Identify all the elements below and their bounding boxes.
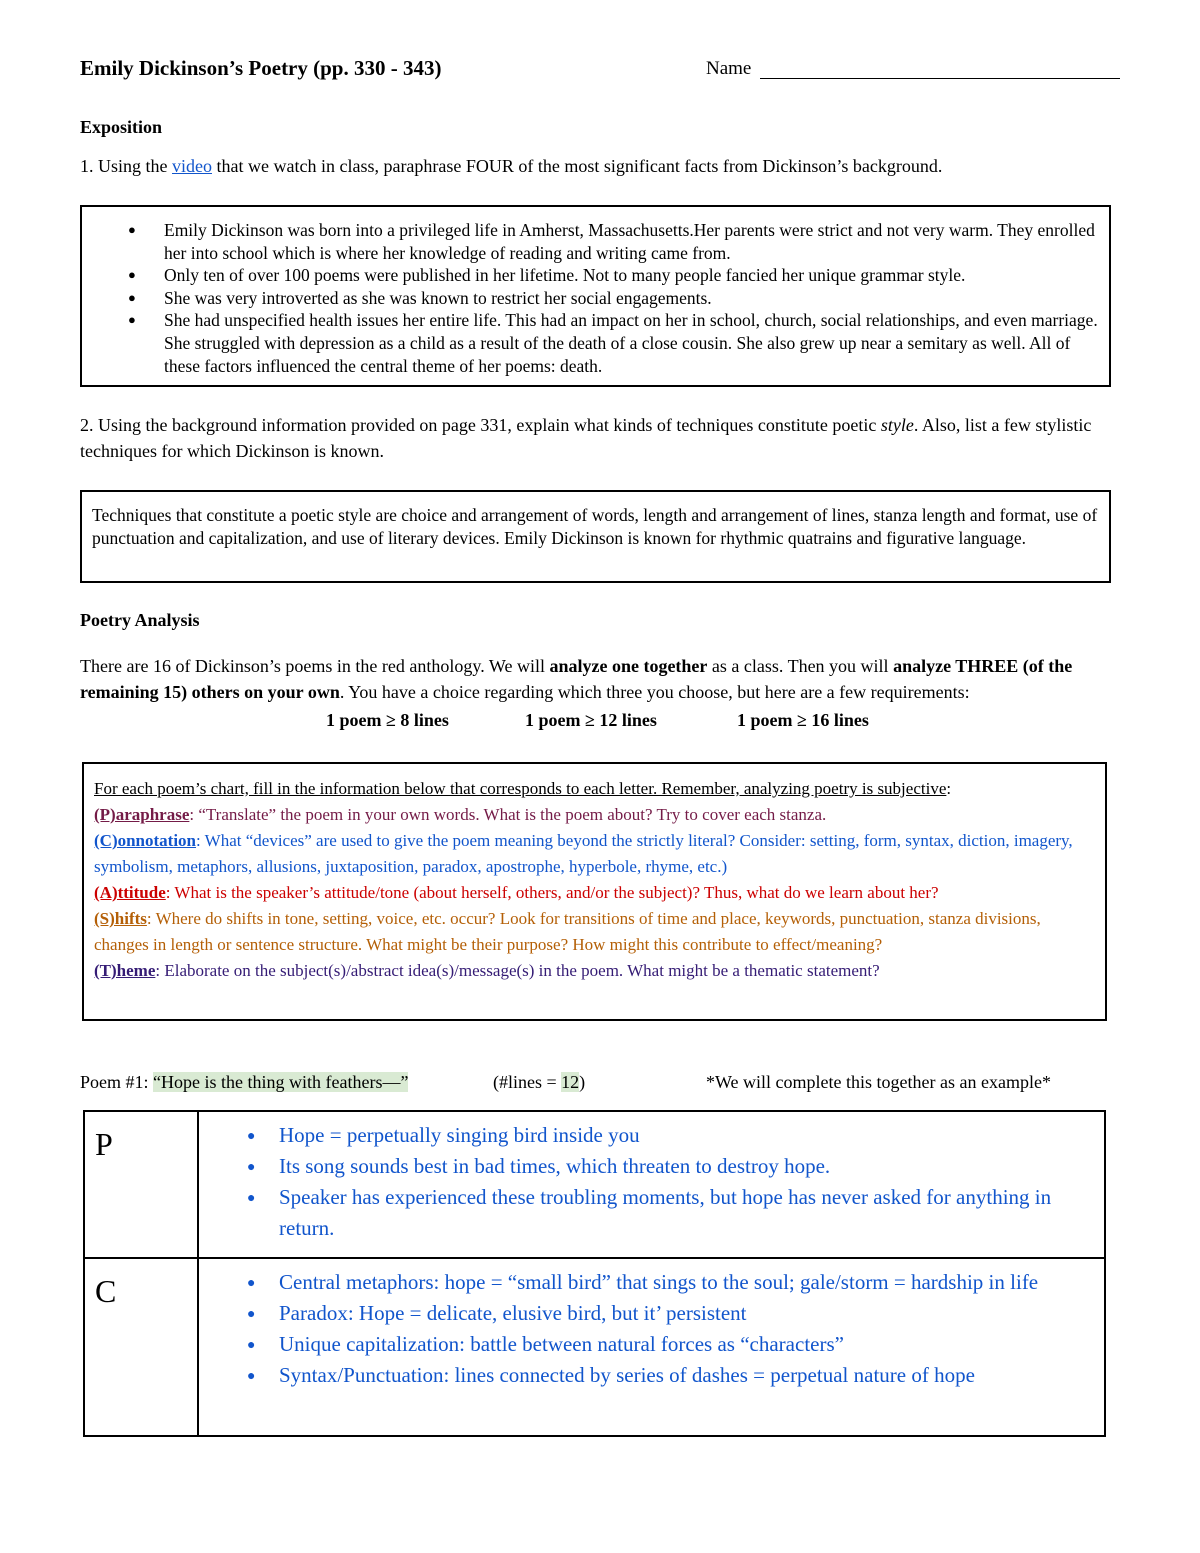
table-row	[84, 1258, 1105, 1436]
bullet-icon: ●	[128, 267, 136, 283]
pcast-key-box	[82, 762, 1107, 1021]
poem-1-chart	[83, 1110, 1106, 1437]
key-theme: (T)heme: Elaborate on the subject(s)/abstract idea(s)/message(s) in the poem. What might be a thematic statement?	[94, 961, 880, 980]
bullet-icon: ●	[247, 1307, 256, 1322]
list-item: ● Unique capitalization: battle between natural forces as “characters”	[199, 1329, 1094, 1360]
list-item: ● Syntax/Punctuation: lines connected by series of dashes = perpetual nature of hope	[199, 1360, 1094, 1391]
list-item: ● She had unspecified health issues her entire life. This had an impact on her in school, church, social relationships, and even marriage. She struggled with depression as a child as a result of the death of a close cousin. She also grew up near a semitary as well. All of these factors influenced the central theme of her poems: death.	[128, 310, 1098, 376]
question-1	[80, 153, 942, 179]
answer-box-2: Techniques that constitute a poetic style are choice and arrangement of words, length and arrangement of lines, stanza length and format, use of punctuation and capitalization, and use of literary devices. Emily Dickinson is known for rhythmic quatrains and figurative language.	[80, 490, 1111, 583]
question-1-suffix: that we watch in class, paraphrase FOUR of the most significant facts from Dickinson’s background.	[212, 156, 943, 176]
list-item: ● Only ten of over 100 poems were published in her lifetime. Not to many people fancied her unique grammar style.	[128, 265, 966, 286]
list-item: ● Its song sounds best in bad times, which threaten to destroy hope.	[199, 1151, 1094, 1182]
question-2: 2. Using the background information provided on page 331, explain what kinds of techniques constitute poetic style. Also, list a few stylistic techniques for which Dickinson is known.	[80, 415, 1092, 461]
page-title: Emily Dickinson’s Poetry (pp. 330 - 343)	[80, 56, 442, 80]
key-attitude: (A)ttitude: What is the speaker’s attitude/tone (about herself, others, and/or the subject)? Thus, what do we learn about her?	[94, 883, 939, 902]
list-item: ● She was very introverted as she was known to restrict her social engagements.	[128, 287, 712, 308]
row-content-p	[198, 1111, 1105, 1258]
name-line	[760, 78, 1120, 79]
poem-1-title: “Hope is the thing with feathers—”	[153, 1072, 409, 1092]
answer-list-1	[82, 219, 1109, 377]
bullet-icon: ●	[128, 289, 136, 305]
list-item: ● Central metaphors: hope = “small bird” that sings to the soul; gale/storm = hardship in life	[199, 1267, 1094, 1298]
key-paraphrase: (P)araphrase: “Translate” the poem in your own words. What is the poem about? Try to cover each stanza.	[94, 805, 827, 824]
poetry-analysis-heading: Poetry Analysis	[80, 610, 200, 630]
key-shifts: (S)hifts: Where do shifts in tone, setting, voice, etc. occur? Look for transitions of time and place, keywords, punctuation, stanza divisions, changes in length or sentence structure. What might be their purpose? How might this contribute to effect/meaning?	[94, 909, 1041, 954]
poem-1-line-count: (#lines = 12)	[493, 1072, 586, 1092]
question-1-prefix: 1. Using the	[80, 156, 172, 176]
list-item: ● Hope = perpetually singing bird inside you	[199, 1120, 1094, 1151]
analysis-intro: There are 16 of Dickinson’s poems in the red anthology. We will analyze one together as a class. Then you will analyze THREE (of the remaining 15) others on your own. You have a choice regarding which three you choose, but here are a few requirements:	[80, 656, 1073, 702]
exposition-heading: Exposition	[80, 117, 163, 137]
list-item: ● Emily Dickinson was born into a privileged life in Amherst, Massachusetts.Her parents were strict and not very warm. They enrolled her into school which is where her knowledge of reading and writing came from.	[128, 220, 1095, 263]
bullet-icon: ●	[247, 1160, 256, 1175]
list-item: ● Speaker has experienced these troubling moments, but hope has never asked for anything in return.	[247, 1185, 1052, 1240]
key-intro: For each poem’s chart, fill in the information below that corresponds to each letter. Remember, analyzing poetry is subjective:	[94, 779, 952, 798]
row-content-c	[198, 1258, 1105, 1436]
key-connotation: (C)onnotation: What “devices” are used to give the poem meaning beyond the strictly literal? Consider: setting, form, syntax, diction, imagery, symbolism, metaphors, allusions, juxtaposition, paradox, apostrophe, hyperbole, rhyme, etc.)	[94, 831, 1073, 876]
requirement-16-lines: 1 poem ≥ 16 lines	[737, 710, 869, 730]
requirement-8-lines: 1 poem ≥ 8 lines	[326, 710, 449, 730]
table-row	[84, 1111, 1105, 1258]
bullet-icon: ●	[247, 1276, 256, 1291]
requirement-12-lines: 1 poem ≥ 12 lines	[525, 710, 657, 730]
row-letter-p: P	[84, 1111, 198, 1258]
answer-box-1	[80, 205, 1111, 387]
poem-1-note: *We will complete this together as an example*	[706, 1072, 1051, 1092]
bullet-icon: ●	[247, 1338, 256, 1353]
poem-1-heading: Poem #1: “Hope is the thing with feathers—”	[80, 1072, 409, 1092]
bullet-icon: ●	[247, 1191, 256, 1206]
bullet-icon: ●	[247, 1369, 256, 1384]
name-label: Name	[706, 58, 752, 79]
row-letter-c: C	[84, 1258, 198, 1436]
list-item: ● Paradox: Hope = delicate, elusive bird, but it’ persistent	[199, 1298, 1094, 1329]
bullet-icon: ●	[247, 1129, 256, 1144]
bullet-icon: ●	[128, 312, 136, 328]
video-link[interactable]: video	[172, 156, 212, 176]
bullet-icon: ●	[128, 222, 136, 237]
